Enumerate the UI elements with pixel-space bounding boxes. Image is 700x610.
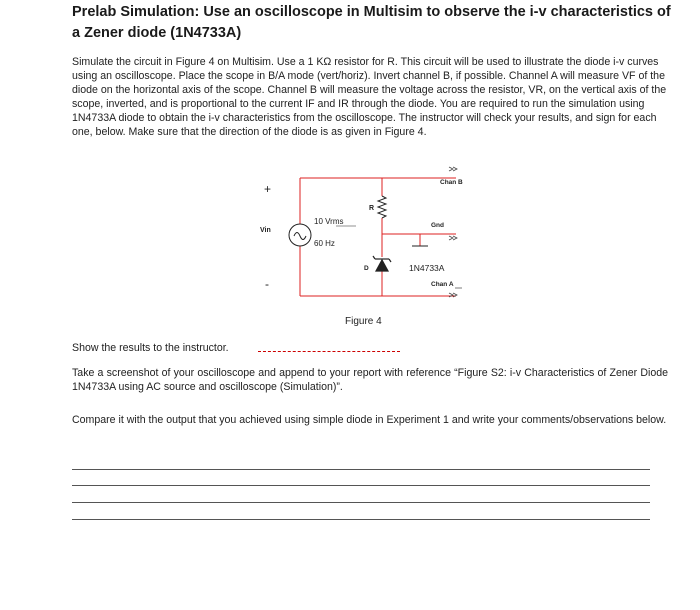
answer-line <box>72 502 650 503</box>
chan-a-label: Chan A <box>431 281 454 288</box>
circuit-wires <box>300 178 456 296</box>
compare-instructions: Compare it with the output that you achieved using simple diode in Experiment 1 and write your comments/observations below. <box>72 414 667 426</box>
figure-caption: Figure 4 <box>345 316 382 327</box>
resistor-label: R <box>369 205 375 212</box>
vin-label: Vin <box>260 227 271 234</box>
source-frequency-label: 60 Hz <box>314 239 335 248</box>
page-title: Prelab Simulation: Use an oscilloscope in Multisim to observe the i-v characteristics of a Zener diode (1N4733A) <box>72 4 671 41</box>
ac-source-symbol <box>289 224 311 246</box>
answer-line <box>72 469 650 470</box>
gnd-label: Gnd <box>431 222 444 229</box>
diode-label: D <box>364 265 369 272</box>
zener-diode-symbol <box>373 256 391 271</box>
minus-sign: - <box>265 277 269 291</box>
source-amplitude-label: 10 Vrms <box>314 217 344 226</box>
channel-arrows <box>449 167 457 297</box>
signature-line <box>258 351 400 352</box>
instructions-paragraph: Simulate the circuit in Figure 4 on Multisim. Use a 1 KΩ resistor for R. This circuit will be used to illustrate the diode i-v curves using an oscilloscope. Place the scope in B/A mode (vert/horiz). Invert channel B, if possible. Channel A will measure VF of the diode on the horizontal axis of the scope. Channel B will measure the voltage across the resistor, VR, on the vertical axis of the scope, inverted, and is proportional to the current IF and IR through the diode. You are required to run the simulation using 1N4733A diode to obtain the i-v characteristics from the oscilloscope. The instructor will check your results, and sign for each one, below. Make sure that the direction of the diode is as given in Figure 4. <box>72 56 667 139</box>
instructor-line: Show the results to the instructor. <box>72 342 229 354</box>
chan-b-label: Chan B <box>440 179 463 186</box>
answer-line <box>72 519 650 520</box>
answer-line <box>72 485 650 486</box>
plus-sign: + <box>264 182 272 196</box>
resistor-symbol <box>378 196 386 218</box>
diode-part-label: 1N4733A <box>409 263 445 273</box>
screenshot-instructions: Take a screenshot of your oscilloscope and append to your report with reference “Figure S2: i-v Characteristics of Zener Diode 1N4733A using AC source and oscilloscope (Simulation)”. <box>72 367 668 394</box>
